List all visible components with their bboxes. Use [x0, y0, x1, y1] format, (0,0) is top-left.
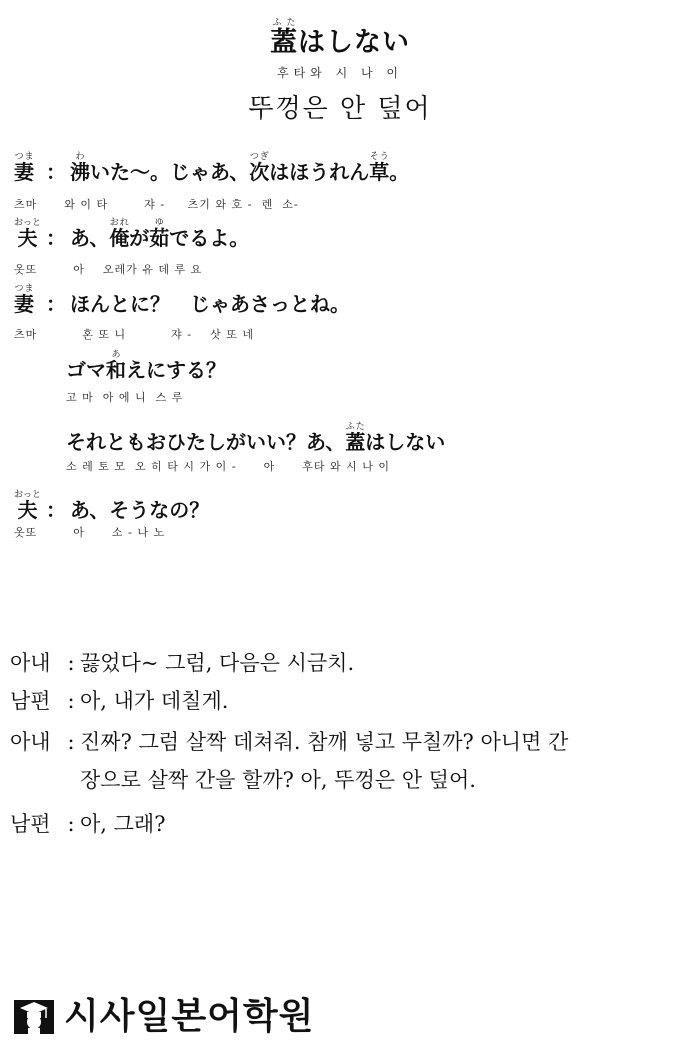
dialogue-line-2	[14, 218, 249, 249]
kanji: 蓋	[345, 430, 366, 454]
text-segment: それともおひたしがいい？あ、	[66, 430, 346, 454]
text-segment: あ、そうなの？	[70, 498, 210, 522]
speaker: 妻	[14, 160, 34, 184]
translation-text: 아, 내가 데칠게.	[80, 689, 229, 713]
korean-reading: 소 레 토 모 오 히 타 시 가 이 - 아 후타 와 시 나 이	[66, 460, 391, 473]
kanji: 沸	[70, 160, 90, 184]
graduate-cap-icon	[12, 992, 56, 1036]
korean-reading: 츠마 와 이 타 쟈 - 츠기 와 호 - 렌 소-	[14, 198, 299, 211]
text-segment: ほんとに？ じゃあさっとね。	[70, 292, 350, 316]
dialogue-line-1	[14, 152, 409, 183]
korean-reading: 옷또 아 오레가 유 데 루 요	[14, 263, 203, 276]
text-segment: はしない	[365, 430, 446, 454]
korean-reading: 츠마 혼 또 니 쟈 - 삿 또 네	[14, 328, 255, 341]
speaker: 妻	[14, 292, 34, 316]
dialogue-line-4	[66, 350, 226, 381]
title-furigana: ふた	[270, 18, 298, 28]
speaker-label: 남편	[10, 812, 51, 836]
dialogue-line-3	[14, 284, 350, 315]
speaker: 夫	[14, 498, 41, 522]
translation-line	[10, 685, 228, 715]
kanji: 茹	[149, 226, 170, 250]
translation-text: 진짜? 그럼 살짝 데쳐줘. 참깨 넣고 무칠까? 아니면 간	[80, 730, 569, 754]
colon: ：	[46, 226, 66, 250]
colon: ：	[46, 292, 66, 316]
furigana: おれ	[109, 218, 130, 228]
text-segment: でるよ。	[169, 226, 250, 250]
translation-line	[10, 808, 165, 838]
korean-reading: 고 마 아 에 니 스 루	[66, 391, 184, 404]
colon: :	[67, 651, 75, 675]
title-rest: はしない	[298, 27, 410, 58]
speaker-furigana: おっと	[14, 218, 42, 228]
colon: :	[67, 812, 75, 836]
speaker-label: 남편	[10, 689, 51, 713]
korean-reading: 옷또 아 소 - 나 노	[14, 526, 166, 539]
furigana: ゆ	[149, 218, 170, 228]
translation-text: 아, 그래?	[80, 812, 166, 836]
furigana: あ	[106, 350, 126, 360]
furigana: そう	[369, 152, 390, 162]
translation-continuation: 장으로 살짝 간을 할까? 아, 뚜껑은 안 덮어.	[80, 768, 476, 792]
academy-name: 시사일본어학원	[64, 996, 315, 1037]
title-reading: 후타와 시 나 이	[277, 66, 403, 80]
translation-line	[10, 647, 354, 677]
dialogue-line-5	[66, 422, 445, 453]
text-segment: 。	[389, 160, 410, 184]
academy-logo	[12, 988, 314, 1039]
furigana: ふた	[345, 422, 366, 432]
colon: ：	[46, 160, 66, 184]
kanji: 俺	[109, 226, 130, 250]
furigana: つぎ	[249, 152, 270, 162]
text-segment: あ、	[70, 226, 110, 250]
colon: :	[67, 730, 75, 754]
text-segment: いた～。じゃあ、	[90, 160, 250, 184]
speaker-label: 아내	[10, 651, 51, 675]
speaker-furigana: おっと	[14, 490, 42, 500]
colon: :	[67, 689, 75, 713]
speaker-furigana: つま	[14, 152, 34, 162]
speaker-label: 아내	[10, 730, 51, 754]
page-title	[0, 18, 680, 59]
dialogue-line-6	[14, 490, 209, 521]
kanji: 和	[106, 358, 126, 382]
furigana: わ	[70, 152, 90, 162]
title-translation: 뚜껑은 안 덮어	[248, 94, 432, 124]
kanji: 草	[369, 160, 390, 184]
speaker: 夫	[14, 226, 41, 250]
colon: ：	[46, 498, 66, 522]
kanji: 次	[249, 160, 270, 184]
text-segment: はほうれん	[269, 160, 370, 184]
title-kanji: 蓋ふた	[270, 18, 298, 58]
text-segment: えにする？	[126, 358, 226, 382]
text-segment: が	[129, 226, 150, 250]
translation-text: 끓었다~ 그럼, 다음은 시금치.	[80, 651, 355, 675]
speaker-furigana: つま	[14, 284, 34, 294]
text-segment: ゴマ	[66, 358, 106, 382]
translation-line	[10, 726, 568, 756]
